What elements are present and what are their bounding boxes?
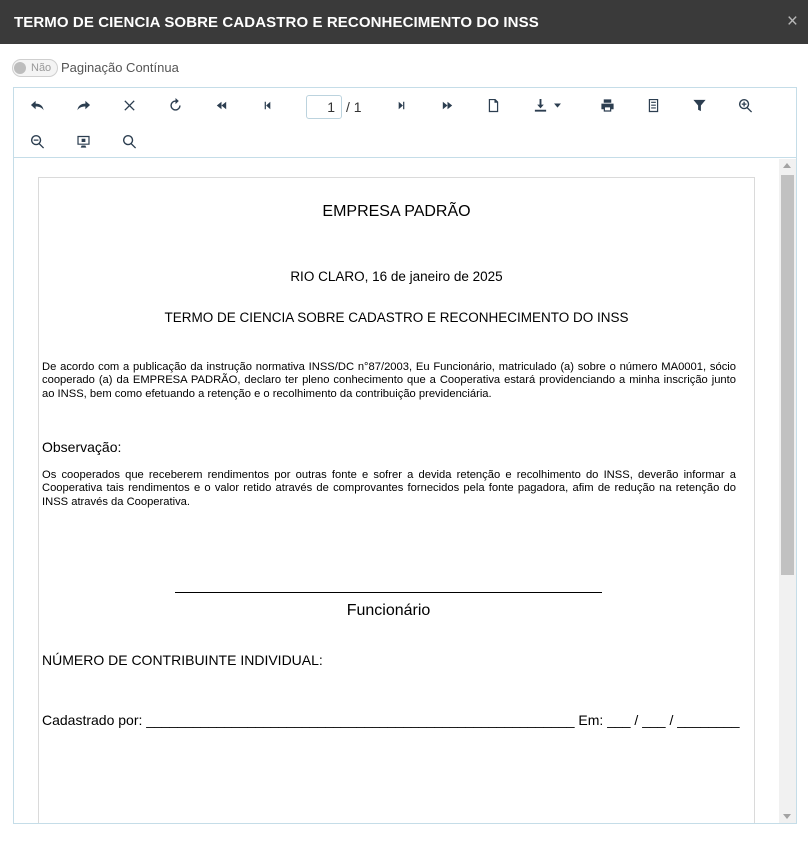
report-viewer bbox=[13, 87, 797, 824]
toggle-knob bbox=[14, 62, 26, 74]
report-content-area bbox=[14, 159, 796, 823]
previous-page-icon[interactable] bbox=[256, 94, 278, 116]
download-icon[interactable] bbox=[529, 94, 551, 116]
observation-paragraph: Os cooperados que receberem rendimentos por outras fonte e sofrer a devida retenção e recolhimento do INSS, deverão informar a Cooperativa tais rendimentos e o valor retido através de comprovantes fornecidos pela fonte pagadora, afim de redução na retenção do INSS através da Cooperativa. bbox=[42, 469, 736, 508]
page-number-input[interactable]: 1 bbox=[306, 95, 342, 119]
contributor-number-label: NÚMERO DE CONTRIBUINTE INDIVIDUAL: bbox=[42, 652, 323, 668]
document-title: TERMO DE CIENCIA SOBRE CADASTRO E RECONHECIMENTO DO INSS bbox=[164, 310, 629, 325]
signatory-name: Funcionário bbox=[346, 602, 431, 619]
scroll-up-arrow-icon[interactable] bbox=[783, 163, 791, 168]
report-page bbox=[38, 177, 755, 823]
cancel-icon[interactable] bbox=[118, 94, 140, 116]
place-date: RIO CLARO, 16 de janeiro de 2025 bbox=[290, 269, 503, 284]
continuous-pagination-toggle[interactable] bbox=[12, 59, 58, 77]
continuous-pagination-label: Paginação Contínua bbox=[61, 60, 179, 75]
undo-icon[interactable] bbox=[26, 94, 48, 116]
redo-icon[interactable] bbox=[72, 94, 94, 116]
print-icon[interactable] bbox=[596, 94, 618, 116]
page-total: / 1 bbox=[346, 99, 362, 115]
window-title: TERMO DE CIENCIA SOBRE CADASTRO E RECONHECIMENTO DO INSS bbox=[14, 14, 539, 31]
registered-by-line: Cadastrado por: _______________________________________________________ Em: ___ / ___ / ________ bbox=[42, 712, 740, 728]
declaration-paragraph: De acordo com a publicação da instrução normativa INSS/DC n°87/2003, Eu Funcionário, matriculado (a) sobre o número MA0001, sócio cooperado (a) da EMPRESA PADRÃO, declaro ter pleno conhecimento que a Cooperativa estará providenciando a minha inscrição junto ao INSS, bem como efetuando a retenção e o recolhimento da contribuição previdenciária. bbox=[42, 361, 736, 400]
viewer-toolbar bbox=[14, 88, 796, 158]
scroll-down-arrow-icon[interactable] bbox=[783, 814, 791, 819]
print-preview-icon[interactable] bbox=[642, 94, 664, 116]
observation-label: Observação: bbox=[42, 439, 122, 455]
next-page-icon[interactable] bbox=[390, 94, 412, 116]
fit-screen-icon[interactable] bbox=[72, 130, 94, 152]
vertical-scrollbar[interactable] bbox=[779, 159, 796, 823]
download-dropdown-icon[interactable] bbox=[550, 94, 564, 116]
last-page-icon[interactable] bbox=[436, 94, 458, 116]
zoom-out-icon[interactable] bbox=[26, 130, 48, 152]
search-icon[interactable] bbox=[118, 130, 140, 152]
company-name: EMPRESA PADRÃO bbox=[322, 203, 471, 220]
close-icon[interactable]: × bbox=[786, 11, 798, 32]
refresh-icon[interactable] bbox=[164, 94, 186, 116]
toggle-value: Não bbox=[31, 62, 52, 74]
filter-icon[interactable] bbox=[688, 94, 710, 116]
window-titlebar bbox=[0, 0, 808, 44]
zoom-in-icon[interactable] bbox=[734, 94, 756, 116]
signature-line bbox=[175, 592, 602, 593]
new-document-icon[interactable] bbox=[482, 94, 504, 116]
first-page-icon[interactable] bbox=[210, 94, 232, 116]
scrollbar-thumb[interactable] bbox=[781, 175, 794, 575]
